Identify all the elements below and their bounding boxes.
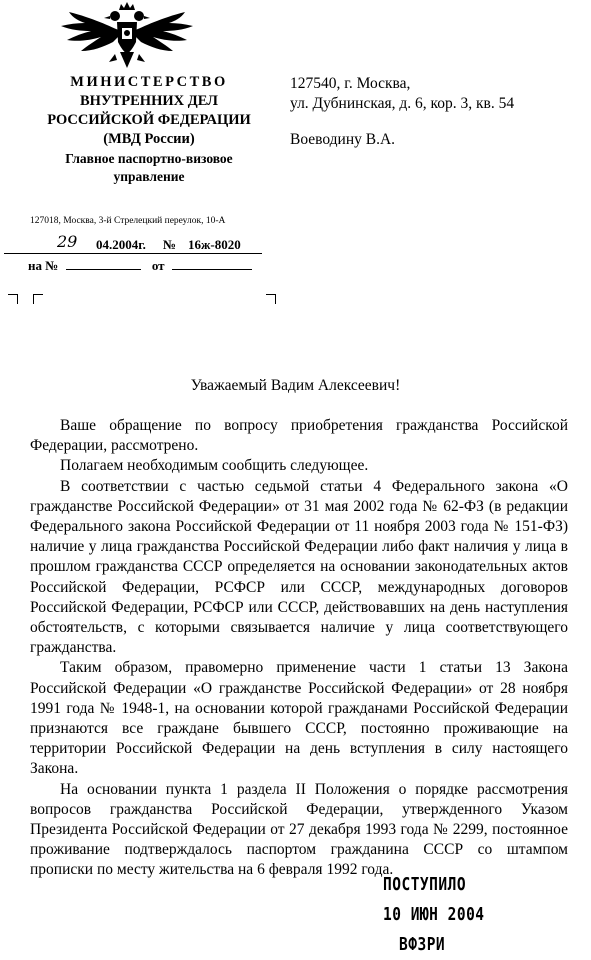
body-paragraph: В соответствии с частью седьмой статьи 4 Федерального закона «О гражданстве Российской Федерации» от 31 мая 2002 года № 62-ФЗ (в редакции Федерального закона Российской Федерации от 11 ноября 2003 года № 151-ФЗ) наличие у лица гражданства Российской Федерации либо факт наличия у лица в прошлом гражданства СССР определяется на основании законодательных актов Российской Федерации, РСФСР или СССР, международных договоров Российской Федерации, РСФСР или СССР, действовавших на день наступления обстоятельств, с которыми связывается наличие у лица соответствующего гражданства. xyxy=(30,477,568,657)
number-label: № xyxy=(163,237,177,252)
reference-row xyxy=(28,257,252,274)
ministry-name xyxy=(28,73,270,149)
ref-date-blank xyxy=(172,257,252,270)
received-stamp-office: ВФЗРИ xyxy=(399,935,446,955)
corner-mark-right xyxy=(266,294,276,304)
ref-number-blank xyxy=(66,257,141,270)
body-paragraph: Полагаем необходимым сообщить следующее. xyxy=(60,457,369,475)
body-paragraph: На основании пункта 1 раздела II Положения о порядке рассмотрения вопросов гражданства Российской Федерации, утвержденного Указом Президента Российской Федерации от 27 декабря 1993 года № 2299, постоянное проживание подтверждалось паспортом гражданина СССР со штампом прописки по месту жительства на 6 февраля 1992 года. xyxy=(30,780,568,879)
recipient-address-line: ул. Дубнинская, д. 6, кор. 3, кв. 54 xyxy=(290,94,515,112)
ref-label: на № xyxy=(28,258,59,273)
printed-date: 04.2004г. xyxy=(96,237,146,252)
recipient-address-line: 127540, г. Москва, xyxy=(290,75,411,92)
department-name xyxy=(28,150,270,186)
recipient-name: Воеводину В.А. xyxy=(290,131,396,148)
ministry-line: ВНУТРЕННИХ ДЕЛ xyxy=(80,93,218,109)
handwritten-day: 29 xyxy=(57,232,78,251)
department-line: Главное паспортно-визовое xyxy=(65,151,233,166)
recipient-address xyxy=(290,74,514,113)
corner-mark-left-2 xyxy=(33,294,43,304)
outgoing-date-number xyxy=(30,232,280,254)
ministry-line: (МВД России) xyxy=(103,131,195,147)
ministry-line: МИНИСТЕРСТВО xyxy=(70,74,228,90)
received-stamp-date: 10 ИЮН 2004 xyxy=(383,905,485,925)
body-paragraph: Таким образом, правомерно применение части 1 статьи 13 Закона Российской Федерации «О гражданстве Российской Федерации» от 28 ноября 1991 года № 1948-1, на основании которой гражданами Российской Федерации признаются все граждане бывшего СССР, постоянно проживающие на территории Российской Федерации на день вступления в силу настоящего Закона. xyxy=(30,659,568,778)
corner-mark-left-1 xyxy=(8,294,18,304)
letter-body xyxy=(30,416,568,881)
ministry-line: РОССИЙСКОЙ ФЕДЕРАЦИИ xyxy=(47,112,251,128)
department-line: управление xyxy=(113,169,185,184)
salutation: Уважаемый Вадим Алексеевич! xyxy=(190,377,401,394)
outgoing-number: 16ж-8020 xyxy=(188,237,241,252)
sender-address: 127018, Москва, 3-й Стрелецкий переулок, 10-А xyxy=(30,216,226,226)
date-underline xyxy=(4,253,262,254)
received-stamp-label: ПОСТУПИЛО xyxy=(383,875,467,895)
body-paragraph: Ваше обращение по вопросу приобретения гражданства Российской Федерации, рассмотрено. xyxy=(30,417,568,455)
from-label: от xyxy=(151,258,165,273)
double-headed-eagle-emblem xyxy=(57,2,197,72)
